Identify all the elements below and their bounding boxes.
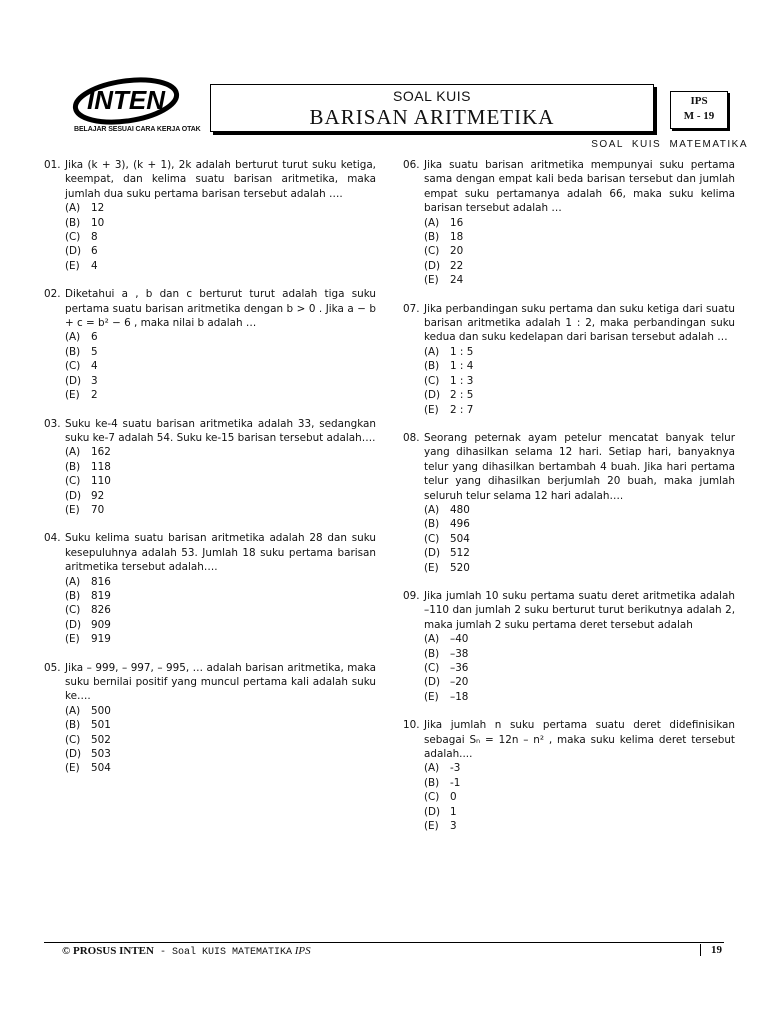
question-stem: Diketahui a , b dan c berturut turut adalah tiga suku pertama suatu barisan aritmetika dengan b > 0 . Jika a − b + c = b² − 6 , maka nilai b adalah … [65, 288, 376, 330]
option-value: 3 [450, 820, 457, 833]
answer-option [65, 345, 376, 359]
answer-option [424, 259, 735, 273]
option-value: 4 [91, 259, 98, 272]
answer-option [424, 546, 735, 560]
answer-option [65, 747, 376, 761]
footer-subtitle: Soal KUIS MATEMATIKA [171, 947, 293, 958]
answer-option [424, 345, 735, 359]
option-label: (B) [424, 231, 440, 244]
answer-option [65, 244, 376, 258]
option-label: (D) [65, 245, 82, 258]
answer-option [65, 474, 376, 488]
footer-brand: PROSUS INTEN [72, 945, 154, 957]
code-number: M - 19 [683, 110, 715, 122]
option-label: (A) [424, 345, 440, 358]
question-stem: Seorang peternak ayam petelur mencatat banyak telur yang dihasilkan selama 12 hari. Setiap hari, banyaknya telur yang dihasilkan bertambah 4 buah. Jika hari pertama telur yang dihasilkan berjumlah 20 buah, maka jumlah seluruh telur selama 12 hari adalah…. [424, 431, 735, 502]
option-label: (B) [65, 719, 81, 732]
option-label: (C) [65, 733, 81, 746]
option-label: (C) [65, 231, 81, 244]
option-label: (D) [65, 374, 82, 387]
question-stem: Suku kelima suatu barisan aritmetika adalah 28 dan suku kesepuluhnya adalah 53. Jumlah 18 suku pertama barisan aritmetika tersebut adalah…. [65, 532, 376, 574]
option-value: 504 [91, 762, 111, 775]
option-value: 502 [91, 733, 111, 746]
answer-option [424, 819, 735, 833]
option-value: 819 [91, 589, 111, 602]
option-value: 1 : 5 [450, 345, 474, 358]
option-label: (A) [424, 216, 440, 229]
question-stem: Jika suatu barisan aritmetika mempunyai suku pertama sama dengan empat kali beda barisan tersebut dan jumlah empat suku pertamanya adalah 66, maka suku kelima barisan tersebut adalah … [424, 159, 735, 215]
answer-option [65, 445, 376, 459]
option-value: 520 [450, 561, 470, 574]
option-label: (D) [424, 805, 441, 818]
option-value: –36 [450, 662, 469, 674]
option-value: 3 [91, 374, 98, 387]
answer-option [65, 359, 376, 373]
answer-option [424, 805, 735, 819]
answer-option [424, 503, 735, 517]
answer-option [65, 388, 376, 402]
answer-option [65, 575, 376, 589]
footer-divider [44, 942, 724, 943]
option-label: (B) [65, 345, 81, 358]
option-value: –40 [450, 633, 469, 646]
option-label: (D) [424, 547, 441, 560]
option-label: (E) [65, 259, 80, 272]
question-number: 01. [44, 159, 61, 171]
question-item [403, 431, 735, 575]
option-label: (A) [424, 633, 440, 646]
footer-program: IPS [294, 945, 311, 957]
right-question-column [403, 158, 735, 847]
question-number: 09. [403, 589, 420, 602]
option-value: –18 [450, 690, 469, 703]
question-stem: Jika – 999, – 997, – 995, … adalah barisan aritmetika, maka suku bernilai positif yang muncul pertama kali adalah suku ke…. [65, 661, 376, 703]
question-stem: Jika (k + 3), (k + 1), 2k adalah berturut turut suku ketiga, keempat, dan kelima suatu barisan aritmetika, maka jumlah dua suku pertama barisan tersebut adalah …. [65, 159, 376, 200]
option-value: 919 [91, 633, 111, 646]
answer-option [424, 244, 735, 258]
answer-option [65, 761, 376, 775]
question-item [403, 589, 735, 704]
answer-option [424, 216, 735, 230]
answer-option [424, 790, 735, 804]
option-value: 909 [91, 618, 111, 631]
answer-option [424, 761, 735, 775]
option-label: (E) [424, 403, 439, 416]
answer-option [424, 273, 735, 287]
option-label: (B) [65, 216, 81, 229]
code-box [670, 91, 728, 129]
question-number: 03. [44, 417, 61, 430]
option-value: 496 [450, 518, 470, 531]
option-label: (A) [424, 503, 440, 516]
question-item [44, 661, 376, 776]
option-label: (D) [65, 748, 82, 761]
option-label: (C) [424, 532, 440, 545]
option-label: (B) [65, 589, 81, 602]
option-value: 826 [91, 604, 111, 617]
answer-option [65, 330, 376, 344]
option-value: 110 [91, 475, 111, 488]
answer-option [65, 489, 376, 503]
option-value: 2 : 5 [450, 389, 474, 402]
option-value: 18 [450, 231, 464, 244]
question-number: 04. [44, 532, 61, 545]
option-label: (C) [65, 475, 81, 488]
option-value: 500 [91, 704, 111, 717]
option-label: (C) [424, 245, 440, 258]
option-value: 1 [450, 805, 457, 818]
option-value: 10 [91, 216, 105, 229]
option-label: (B) [424, 360, 440, 373]
left-question-column [44, 158, 376, 790]
option-value: 4 [91, 360, 98, 373]
question-stem: Jika jumlah 10 suku pertama suatu deret aritmetika adalah –110 dan jumlah 2 suku berturut turut berikutnya adalah 2, maka jumlah 2 suku pertama deret tersebut adalah [424, 589, 735, 631]
footer [62, 945, 311, 958]
page-number: 19 [700, 944, 722, 956]
answer-option [65, 618, 376, 632]
option-label: (B) [424, 776, 440, 789]
answer-option [65, 374, 376, 388]
option-label: (E) [424, 561, 439, 574]
question-number: 10. [403, 719, 420, 732]
option-label: (A) [65, 704, 81, 717]
option-value: -3 [450, 762, 461, 775]
option-label: (E) [424, 274, 439, 287]
answer-option [424, 359, 735, 373]
answer-option [424, 675, 735, 689]
option-value: 512 [450, 547, 470, 560]
question-number: 08. [403, 431, 420, 444]
footer-separator: - [153, 947, 172, 958]
logo-brand: INTEN [87, 85, 165, 115]
page-title: BARISAN ARITMETIKA [309, 105, 555, 129]
option-label: (B) [65, 460, 81, 473]
answer-option [424, 230, 735, 244]
option-label: (E) [65, 503, 80, 516]
option-value: 1 : 3 [450, 374, 474, 387]
option-value: -1 [450, 776, 461, 789]
option-value: 16 [450, 216, 464, 229]
question-number: 06. [403, 159, 420, 171]
option-label: (D) [65, 489, 82, 502]
option-value: 2 [91, 389, 98, 402]
question-item [403, 302, 735, 417]
question-item [44, 158, 376, 273]
answer-option [424, 532, 735, 546]
option-value: 92 [91, 489, 105, 502]
option-value: 118 [91, 460, 111, 473]
answer-option [65, 632, 376, 646]
option-value: 5 [91, 345, 98, 358]
title-box [210, 84, 654, 132]
option-value: 480 [450, 503, 470, 516]
option-label: (C) [424, 791, 440, 804]
option-label: (A) [65, 575, 81, 588]
option-value: –38 [450, 647, 469, 660]
option-label: (D) [65, 618, 82, 631]
option-value: 501 [91, 719, 111, 732]
answer-option [424, 403, 735, 417]
question-number: 07. [403, 302, 420, 315]
answer-option [65, 733, 376, 747]
option-value: 504 [450, 532, 470, 545]
option-label: (E) [65, 389, 80, 402]
answer-option [424, 776, 735, 790]
title-small: SOAL KUIS [393, 88, 471, 104]
option-label: (E) [65, 633, 80, 646]
option-label: (C) [65, 604, 81, 617]
question-item [403, 158, 735, 288]
answer-option [424, 647, 735, 661]
footer-copyright: © [62, 945, 71, 957]
option-label: (D) [424, 389, 441, 402]
answer-option [65, 503, 376, 517]
question-item [44, 417, 376, 518]
answer-option [65, 603, 376, 617]
answer-option [65, 216, 376, 230]
option-label: (C) [424, 662, 440, 674]
option-value: 20 [450, 245, 464, 258]
option-value: 503 [91, 748, 111, 761]
option-value: 162 [91, 446, 111, 459]
option-value: 6 [91, 245, 98, 258]
answer-option [65, 718, 376, 732]
question-stem: Jika perbandingan suku pertama dan suku ketiga dari suatu barisan aritmetika adalah 1 : 2, maka perbandingan suku kedua dan suku kedelapan dari barisan tersebut adalah … [424, 302, 735, 344]
option-label: (A) [65, 446, 81, 459]
code-program: IPS [690, 95, 708, 107]
answer-option [65, 259, 376, 273]
option-value: –20 [450, 676, 469, 689]
header-label: SOAL KUIS MATEMATIKA [591, 139, 748, 150]
answer-option [65, 230, 376, 244]
answer-option [424, 561, 735, 575]
option-value: 8 [91, 231, 98, 244]
option-label: (D) [424, 259, 441, 272]
option-label: (A) [65, 202, 81, 215]
option-label: (A) [65, 331, 81, 344]
answer-option [424, 632, 735, 646]
question-stem: Suku ke-4 suatu barisan aritmetika adalah 33, sedangkan suku ke-7 adalah 54. Suku ke-15 barisan tersebut adalah…. [65, 417, 376, 444]
option-value: 24 [450, 274, 464, 287]
question-number: 02. [44, 288, 61, 301]
question-item [44, 287, 376, 402]
option-label: (C) [65, 360, 81, 373]
option-label: (E) [424, 690, 439, 703]
option-value: 0 [450, 791, 457, 804]
option-value: 2 : 7 [450, 403, 474, 416]
question-item [403, 718, 735, 833]
logo-tagline: BELAJAR SESUAI CARA KERJA OTAK [74, 126, 201, 133]
option-value: 1 : 4 [450, 360, 474, 373]
answer-option [424, 374, 735, 388]
answer-option [424, 690, 735, 704]
option-value: 816 [91, 575, 111, 588]
answer-option [424, 661, 735, 675]
question-number: 05. [44, 661, 61, 674]
option-label: (B) [424, 647, 440, 660]
option-label: (B) [424, 518, 440, 531]
answer-option [65, 460, 376, 474]
question-item [44, 531, 376, 646]
option-label: (E) [65, 762, 80, 775]
answer-option [424, 388, 735, 402]
option-label: (D) [424, 676, 441, 689]
answer-option [65, 589, 376, 603]
option-value: 22 [450, 259, 464, 272]
question-stem: Jika jumlah n suku pertama suatu deret didefinisikan sebagai Sₙ = 12n – n² , maka suku kelima deret tersebut adalah.... [424, 719, 735, 761]
answer-option [65, 201, 376, 215]
option-label: (C) [424, 374, 440, 387]
option-label: (E) [424, 820, 439, 833]
option-value: 70 [91, 503, 105, 516]
answer-option [424, 517, 735, 531]
answer-option [65, 704, 376, 718]
option-value: 12 [91, 202, 105, 215]
option-label: (A) [424, 762, 440, 775]
option-value: 6 [91, 331, 98, 344]
